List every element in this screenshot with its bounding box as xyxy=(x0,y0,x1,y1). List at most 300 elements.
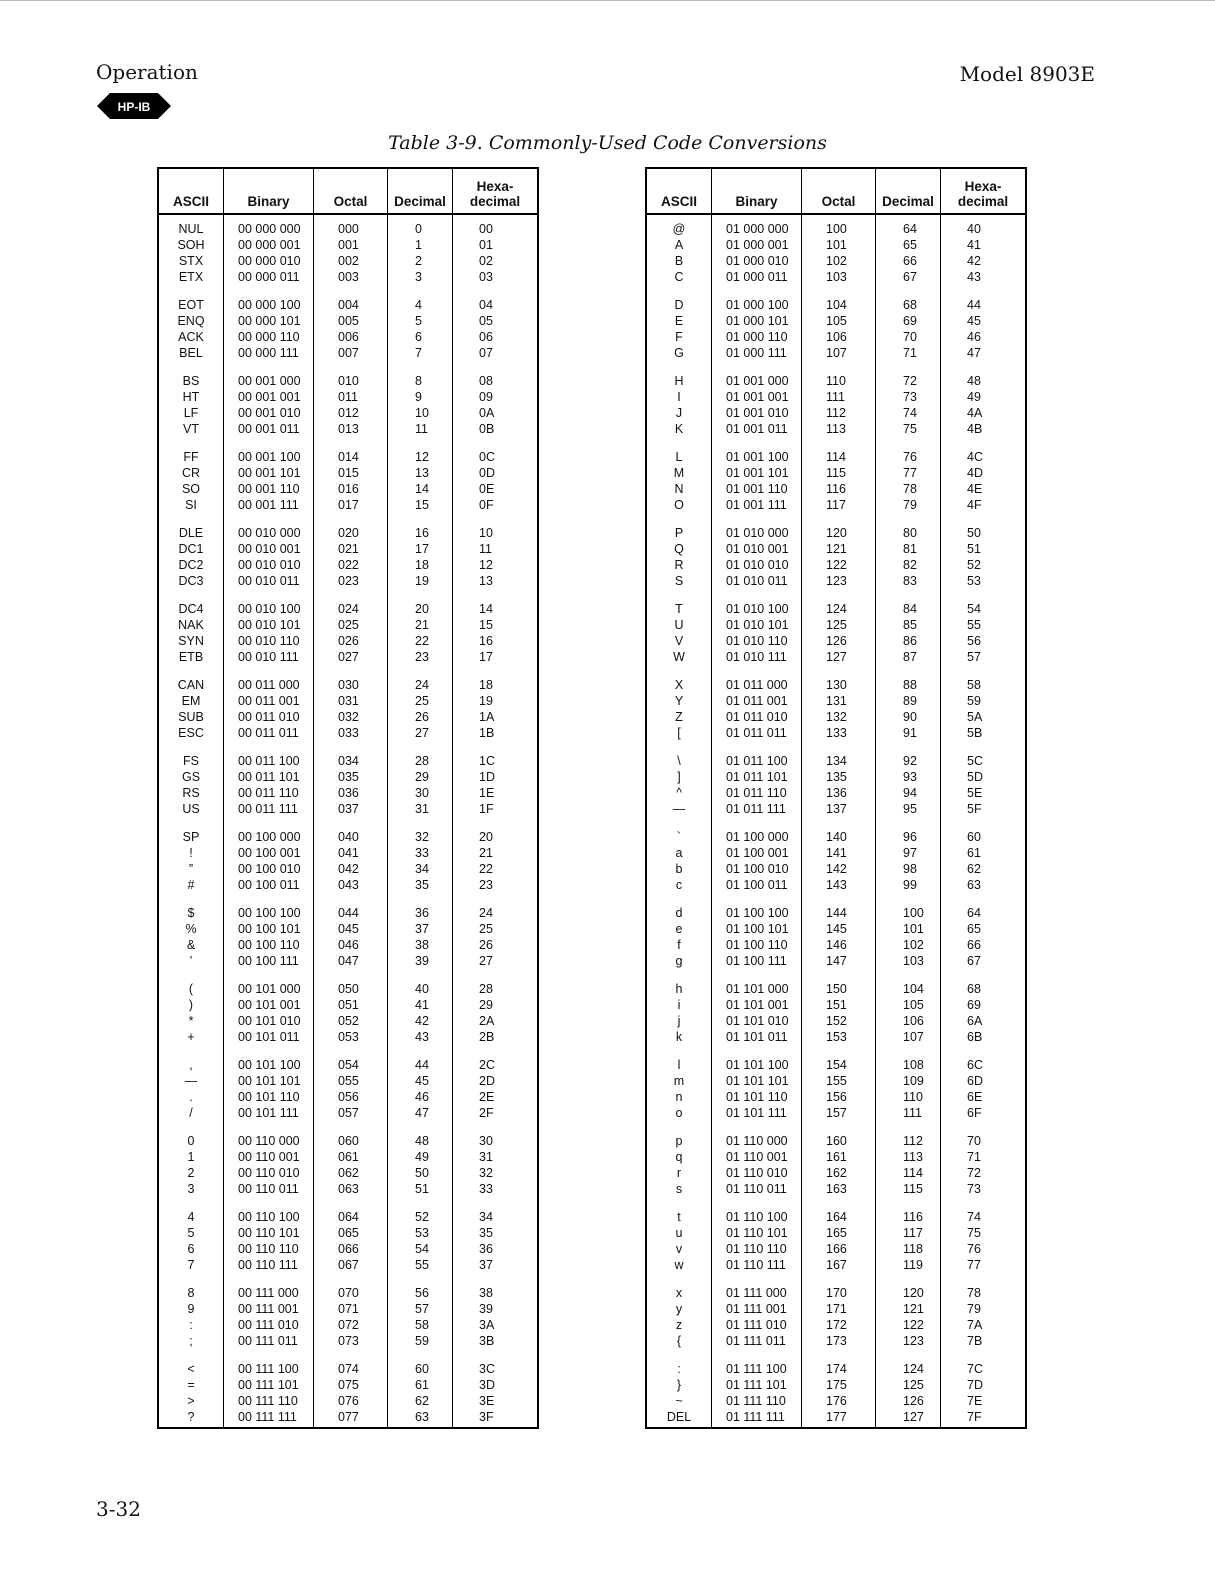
cell-ascii: O xyxy=(674,498,684,512)
cell-ascii: S xyxy=(674,574,684,588)
cell-ascii: I xyxy=(677,390,681,404)
cell-decimal: 45 xyxy=(415,1074,429,1088)
header-binary: Binary xyxy=(223,169,313,213)
cell-hexadecimal: 79 xyxy=(967,1302,981,1316)
cell-decimal: 10 xyxy=(415,406,429,420)
cell-decimal: 28 xyxy=(415,754,429,768)
cell-octal: 077 xyxy=(338,1410,359,1424)
table-header xyxy=(647,169,1025,215)
cell-binary: 01 011 100 xyxy=(726,754,788,768)
cell-binary: 01 101 101 xyxy=(726,1074,789,1088)
cell-decimal: 104 xyxy=(903,982,924,996)
cell-binary: 01 011 001 xyxy=(726,694,788,708)
cell-decimal: 63 xyxy=(415,1410,429,1424)
cell-decimal: 42 xyxy=(415,1014,429,1028)
cell-ascii: G xyxy=(674,346,684,360)
cell-octal: 062 xyxy=(338,1166,359,1180)
cell-hexadecimal: 6F xyxy=(967,1106,982,1120)
cell-hexadecimal: 15 xyxy=(479,618,493,632)
cell-hexadecimal: 1F xyxy=(479,802,494,816)
cell-ascii: ] xyxy=(677,770,681,784)
cell-octal: 051 xyxy=(338,998,359,1012)
cell-ascii: ` xyxy=(676,830,682,844)
cell-hexadecimal: 60 xyxy=(967,830,981,844)
cell-ascii: P xyxy=(674,526,684,540)
cell-octal: 120 xyxy=(826,526,847,540)
cell-binary: 00 101 101 xyxy=(238,1074,301,1088)
cell-octal: 103 xyxy=(826,270,847,284)
cell-hexadecimal: 42 xyxy=(967,254,981,268)
cell-hexadecimal: 4D xyxy=(967,466,983,480)
cell-hexadecimal: 11 xyxy=(479,542,492,556)
cell-ascii: T xyxy=(675,602,683,616)
cell-hexadecimal: 08 xyxy=(479,374,493,388)
cell-hexadecimal: 23 xyxy=(479,878,493,892)
cell-binary: 00 110 001 xyxy=(238,1150,300,1164)
cell-decimal: 109 xyxy=(903,1074,924,1088)
cell-decimal: 95 xyxy=(903,802,917,816)
cell-octal: 113 xyxy=(826,422,846,436)
cell-binary: 01 001 100 xyxy=(726,450,789,464)
cell-octal: 114 xyxy=(826,450,846,464)
cell-binary: 00 100 101 xyxy=(238,922,301,936)
cell-decimal: 0 xyxy=(415,222,422,236)
cell-ascii: SO xyxy=(181,482,201,496)
cell-binary: 00 110 011 xyxy=(238,1182,299,1196)
cell-octal: 055 xyxy=(338,1074,359,1088)
cell-binary: 01 101 001 xyxy=(726,998,789,1012)
cell-ascii: , xyxy=(189,1058,193,1072)
cell-binary: 01 110 011 xyxy=(726,1182,787,1196)
cell-hexadecimal: 6D xyxy=(967,1074,983,1088)
cell-binary: 00 101 000 xyxy=(238,982,301,996)
cell-binary: 00 101 010 xyxy=(238,1014,301,1028)
cell-hexadecimal: 04 xyxy=(479,298,493,312)
cell-binary: 00 010 111 xyxy=(238,650,299,664)
cell-octal: 052 xyxy=(338,1014,359,1028)
cell-ascii: BS xyxy=(182,374,200,388)
cell-decimal: 105 xyxy=(903,998,924,1012)
cell-octal: 107 xyxy=(826,346,847,360)
cell-decimal: 75 xyxy=(903,422,917,436)
cell-binary: 01 011 111 xyxy=(726,802,786,816)
cell-hexadecimal: 1B xyxy=(479,726,495,740)
cell-decimal: 2 xyxy=(415,254,422,268)
cell-binary: 00 010 110 xyxy=(238,634,300,648)
cell-decimal: 54 xyxy=(415,1242,429,1256)
cell-ascii: BEL xyxy=(179,346,203,360)
cell-hexadecimal: 6A xyxy=(967,1014,983,1028)
cell-decimal: 84 xyxy=(903,602,917,616)
cell-hexadecimal: 02 xyxy=(479,254,493,268)
cell-ascii: p xyxy=(675,1134,683,1148)
cell-octal: 010 xyxy=(338,374,359,388)
cell-binary: 01 110 110 xyxy=(726,1242,787,1256)
cell-binary: 00 111 101 xyxy=(238,1378,299,1392)
cell-ascii: s xyxy=(675,1182,683,1196)
cell-binary: 01 111 011 xyxy=(726,1334,786,1348)
cell-ascii: F xyxy=(675,330,683,344)
cell-hexadecimal: 24 xyxy=(479,906,493,920)
cell-ascii: 2 xyxy=(187,1166,195,1180)
cell-ascii: } xyxy=(676,1378,682,1392)
cell-decimal: 46 xyxy=(415,1090,429,1104)
cell-decimal: 53 xyxy=(415,1226,429,1240)
cell-binary: 00 001 001 xyxy=(238,390,301,404)
cell-hexadecimal: 40 xyxy=(967,222,981,236)
cell-hexadecimal: 1D xyxy=(479,770,495,784)
cell-hexadecimal: 7C xyxy=(967,1362,983,1376)
cell-ascii: $ xyxy=(187,906,195,920)
cell-octal: 116 xyxy=(826,482,846,496)
header-decimal: Decimal xyxy=(387,169,452,213)
cell-binary: 01 010 110 xyxy=(726,634,788,648)
cell-decimal: 6 xyxy=(415,330,422,344)
cell-octal: 030 xyxy=(338,678,359,692)
cell-binary: 01 100 100 xyxy=(726,906,789,920)
cell-octal: 146 xyxy=(826,938,847,952)
cell-hexadecimal: 64 xyxy=(967,906,981,920)
cell-octal: 140 xyxy=(826,830,847,844)
cell-binary: 01 010 001 xyxy=(726,542,789,556)
cell-ascii: B xyxy=(674,254,684,268)
cell-decimal: 127 xyxy=(903,1410,924,1424)
cell-ascii: v xyxy=(675,1242,683,1256)
cell-hexadecimal: 18 xyxy=(479,678,493,692)
cell-ascii: HT xyxy=(182,390,200,404)
cell-ascii: SI xyxy=(185,498,197,512)
cell-octal: 004 xyxy=(338,298,359,312)
cell-binary: 01 010 100 xyxy=(726,602,789,616)
cell-octal: 031 xyxy=(338,694,359,708)
cell-decimal: 77 xyxy=(903,466,917,480)
cell-binary: 00 111 111 xyxy=(238,1410,297,1424)
cell-binary: 00 110 110 xyxy=(238,1242,299,1256)
cell-decimal: 113 xyxy=(903,1150,923,1164)
cell-hexadecimal: 26 xyxy=(479,938,493,952)
cell-binary: 01 001 011 xyxy=(726,422,788,436)
cell-ascii: i xyxy=(677,998,681,1012)
cell-hexadecimal: 51 xyxy=(967,542,981,556)
cell-hexadecimal: 25 xyxy=(479,922,493,936)
cell-ascii: > xyxy=(187,1394,195,1408)
cell-decimal: 93 xyxy=(903,770,917,784)
cell-ascii: E xyxy=(674,314,684,328)
cell-hexadecimal: 4A xyxy=(967,406,983,420)
cell-binary: 01 100 110 xyxy=(726,938,788,952)
cell-ascii: NAK xyxy=(178,618,204,632)
cell-hexadecimal: 17 xyxy=(479,650,493,664)
cell-hexadecimal: 03 xyxy=(479,270,493,284)
cell-binary: 01 010 000 xyxy=(726,526,789,540)
cell-octal: 067 xyxy=(338,1258,359,1272)
cell-decimal: 3 xyxy=(415,270,422,284)
cell-binary: 01 100 111 xyxy=(726,954,787,968)
header-ascii: ASCII xyxy=(172,194,209,209)
column-ascii xyxy=(159,215,223,1427)
cell-hexadecimal: 46 xyxy=(967,330,981,344)
cell-binary: 01 100 001 xyxy=(726,846,789,860)
cell-octal: 142 xyxy=(826,862,847,876)
cell-decimal: 40 xyxy=(415,982,429,996)
cell-decimal: 72 xyxy=(903,374,917,388)
cell-hexadecimal: 01 xyxy=(479,238,493,252)
cell-hexadecimal: 16 xyxy=(479,634,493,648)
cell-hexadecimal: 35 xyxy=(479,1226,493,1240)
cell-hexadecimal: 0E xyxy=(479,482,495,496)
cell-ascii: SOH xyxy=(177,238,205,252)
cell-ascii: Q xyxy=(674,542,684,556)
cell-ascii: V xyxy=(674,634,684,648)
cell-decimal: 124 xyxy=(903,1362,924,1376)
cell-binary: 00 100 000 xyxy=(238,830,301,844)
cell-hexadecimal: 3D xyxy=(479,1378,495,1392)
cell-ascii: d xyxy=(675,906,683,920)
cell-binary: 01 000 001 xyxy=(726,238,789,252)
cell-hexadecimal: 75 xyxy=(967,1226,981,1240)
cell-decimal: 51 xyxy=(415,1182,429,1196)
header-hexadecimal xyxy=(940,169,1025,213)
cell-octal: 071 xyxy=(338,1302,359,1316)
cell-decimal: 58 xyxy=(415,1318,429,1332)
cell-binary: 01 101 010 xyxy=(726,1014,789,1028)
cell-ascii: DLE xyxy=(178,526,204,540)
cell-decimal: 92 xyxy=(903,754,917,768)
cell-decimal: 36 xyxy=(415,906,429,920)
cell-decimal: 89 xyxy=(903,694,917,708)
cell-ascii: 9 xyxy=(187,1302,195,1316)
cell-octal: 156 xyxy=(826,1090,847,1104)
cell-hexadecimal: 48 xyxy=(967,374,981,388)
cell-decimal: 106 xyxy=(903,1014,924,1028)
cell-hexadecimal: 32 xyxy=(479,1166,493,1180)
cell-hexadecimal: 07 xyxy=(479,346,493,360)
cell-ascii: ) xyxy=(188,998,194,1012)
cell-decimal: 85 xyxy=(903,618,917,632)
cell-octal: 175 xyxy=(826,1378,847,1392)
cell-decimal: 60 xyxy=(415,1362,429,1376)
cell-binary: 00 100 111 xyxy=(238,954,299,968)
cell-octal: 147 xyxy=(826,954,847,968)
cell-decimal: 97 xyxy=(903,846,917,860)
cell-binary: 00 100 100 xyxy=(238,906,301,920)
cell-ascii: LF xyxy=(183,406,199,420)
cell-binary: 00 000 111 xyxy=(238,346,299,360)
cell-ascii: FF xyxy=(183,450,199,464)
cell-decimal: 79 xyxy=(903,498,917,512)
cell-ascii: DC2 xyxy=(178,558,204,572)
cell-binary: 00 000 011 xyxy=(238,270,300,284)
cell-octal: 166 xyxy=(826,1242,847,1256)
cell-decimal: 26 xyxy=(415,710,429,724)
cell-ascii: g xyxy=(675,954,683,968)
hp-ib-badge-label: HP-IB xyxy=(117,100,151,114)
cell-ascii: # xyxy=(187,878,195,892)
cell-ascii: SYN xyxy=(178,634,204,648)
cell-decimal: 5 xyxy=(415,314,422,328)
cell-octal: 123 xyxy=(826,574,847,588)
cell-binary: 00 101 110 xyxy=(238,1090,300,1104)
cell-hexadecimal: 55 xyxy=(967,618,981,632)
cell-hexadecimal: 44 xyxy=(967,298,981,312)
column-octal xyxy=(313,215,387,1427)
cell-octal: 167 xyxy=(826,1258,847,1272)
cell-hexadecimal: 47 xyxy=(967,346,981,360)
cell-binary: 00 000 000 xyxy=(238,222,301,236)
cell-decimal: 35 xyxy=(415,878,429,892)
cell-decimal: 7 xyxy=(415,346,422,360)
cell-decimal: 64 xyxy=(903,222,917,236)
cell-binary: 00 000 101 xyxy=(238,314,301,328)
cell-octal: 026 xyxy=(338,634,359,648)
cell-octal: 003 xyxy=(338,270,359,284)
header-binary: Binary xyxy=(711,169,801,213)
header-ascii: ASCII xyxy=(660,194,697,209)
cell-binary: 01 101 000 xyxy=(726,982,789,996)
cell-hexadecimal: 4E xyxy=(967,482,983,496)
cell-ascii: 5 xyxy=(187,1226,195,1240)
cell-binary: 00 100 010 xyxy=(238,862,301,876)
cell-octal: 150 xyxy=(826,982,847,996)
cell-hexadecimal: 28 xyxy=(479,982,493,996)
cell-binary: 01 000 010 xyxy=(726,254,789,268)
cell-hexadecimal: 71 xyxy=(967,1150,981,1164)
cell-decimal: 27 xyxy=(415,726,429,740)
cell-hexadecimal: 63 xyxy=(967,878,981,892)
column-binary xyxy=(711,215,801,1427)
cell-decimal: 14 xyxy=(415,482,429,496)
cell-octal: 034 xyxy=(338,754,359,768)
cell-ascii: U xyxy=(674,618,684,632)
cell-decimal: 88 xyxy=(903,678,917,692)
cell-hexadecimal: 20 xyxy=(479,830,493,844)
cell-octal: 056 xyxy=(338,1090,359,1104)
cell-octal: 000 xyxy=(338,222,359,236)
cell-binary: 00 000 001 xyxy=(238,238,301,252)
cell-decimal: 48 xyxy=(415,1134,429,1148)
cell-ascii: / xyxy=(189,1106,193,1120)
cell-decimal: 100 xyxy=(903,906,924,920)
cell-hexadecimal: 73 xyxy=(967,1182,981,1196)
cell-ascii: t xyxy=(677,1210,681,1224)
cell-hexadecimal: 6E xyxy=(967,1090,983,1104)
cell-octal: 063 xyxy=(338,1182,359,1196)
cell-hexadecimal: 70 xyxy=(967,1134,981,1148)
cell-binary: 00 111 010 xyxy=(238,1318,299,1332)
cell-octal: 040 xyxy=(338,830,359,844)
cell-decimal: 71 xyxy=(903,346,917,360)
cell-hexadecimal: 31 xyxy=(479,1150,493,1164)
cell-ascii: GS xyxy=(181,770,201,784)
cell-ascii: { xyxy=(676,1334,682,1348)
cell-decimal: 50 xyxy=(415,1166,429,1180)
hp-ib-badge-icon xyxy=(97,92,171,120)
cell-octal: 163 xyxy=(826,1182,847,1196)
cell-octal: 016 xyxy=(338,482,359,496)
cell-octal: 007 xyxy=(338,346,359,360)
cell-hexadecimal: 12 xyxy=(479,558,493,572)
cell-hexadecimal: 2C xyxy=(479,1058,495,1072)
cell-decimal: 120 xyxy=(903,1286,924,1300)
cell-hexadecimal: 5E xyxy=(967,786,983,800)
cell-decimal: 87 xyxy=(903,650,917,664)
cell-binary: 00 011 011 xyxy=(238,726,299,740)
cell-decimal: 90 xyxy=(903,710,917,724)
cell-octal: 137 xyxy=(826,802,847,816)
cell-decimal: 18 xyxy=(415,558,429,572)
cell-binary: 01 001 000 xyxy=(726,374,789,388)
cell-decimal: 96 xyxy=(903,830,917,844)
cell-binary: 00 111 001 xyxy=(238,1302,299,1316)
cell-octal: 014 xyxy=(338,450,359,464)
cell-binary: 01 001 110 xyxy=(726,482,788,496)
cell-decimal: 81 xyxy=(903,542,917,556)
cell-decimal: 25 xyxy=(415,694,429,708)
cell-decimal: 56 xyxy=(415,1286,429,1300)
cell-ascii: \ xyxy=(677,754,681,768)
cell-ascii: 0 xyxy=(187,1134,195,1148)
cell-decimal: 23 xyxy=(415,650,429,664)
cell-ascii: = xyxy=(187,1378,195,1392)
cell-binary: 00 011 111 xyxy=(238,802,298,816)
cell-hexadecimal: 7F xyxy=(967,1410,982,1424)
cell-octal: 023 xyxy=(338,574,359,588)
cell-ascii: ! xyxy=(189,846,193,860)
cell-octal: 170 xyxy=(826,1286,847,1300)
cell-hexadecimal: 6C xyxy=(967,1058,983,1072)
cell-binary: 00 001 010 xyxy=(238,406,301,420)
cell-decimal: 31 xyxy=(415,802,429,816)
cell-ascii: DEL xyxy=(666,1410,692,1424)
cell-binary: 01 011 101 xyxy=(726,770,788,784)
cell-binary: 01 001 101 xyxy=(726,466,789,480)
cell-binary: 01 011 110 xyxy=(726,786,787,800)
cell-binary: 00 010 011 xyxy=(238,574,300,588)
cell-ascii: X xyxy=(674,678,684,692)
cell-hexadecimal: 34 xyxy=(479,1210,493,1224)
section-title: Operation xyxy=(96,60,198,84)
cell-hexadecimal: 78 xyxy=(967,1286,981,1300)
cell-ascii: 4 xyxy=(187,1210,195,1224)
cell-hexadecimal: 74 xyxy=(967,1210,981,1224)
cell-decimal: 68 xyxy=(903,298,917,312)
cell-hexadecimal: 1C xyxy=(479,754,495,768)
cell-binary: 00 010 001 xyxy=(238,542,301,556)
column-decimal xyxy=(875,215,940,1427)
cell-ascii: [ xyxy=(677,726,681,740)
cell-hexadecimal: 3B xyxy=(479,1334,495,1348)
table-body xyxy=(647,215,1025,1427)
cell-ascii: K xyxy=(674,422,684,436)
header-decimal: Decimal xyxy=(875,169,940,213)
cell-decimal: 67 xyxy=(903,270,917,284)
cell-binary: 01 001 010 xyxy=(726,406,789,420)
cell-hexadecimal: 7B xyxy=(967,1334,983,1348)
header-hexa-line1: Hexa- xyxy=(476,179,514,194)
cell-ascii: n xyxy=(675,1090,683,1104)
cell-decimal: 98 xyxy=(903,862,917,876)
cell-octal: 131 xyxy=(826,694,847,708)
cell-hexadecimal: 7A xyxy=(967,1318,983,1332)
cell-decimal: 74 xyxy=(903,406,917,420)
cell-decimal: 4 xyxy=(415,298,422,312)
cell-binary: 01 011 000 xyxy=(726,678,788,692)
cell-ascii: DC4 xyxy=(178,602,204,616)
cell-hexadecimal: 0B xyxy=(479,422,495,436)
cell-octal: 075 xyxy=(338,1378,359,1392)
cell-ascii: ’ xyxy=(189,954,193,968)
cell-hexadecimal: 5D xyxy=(967,770,983,784)
